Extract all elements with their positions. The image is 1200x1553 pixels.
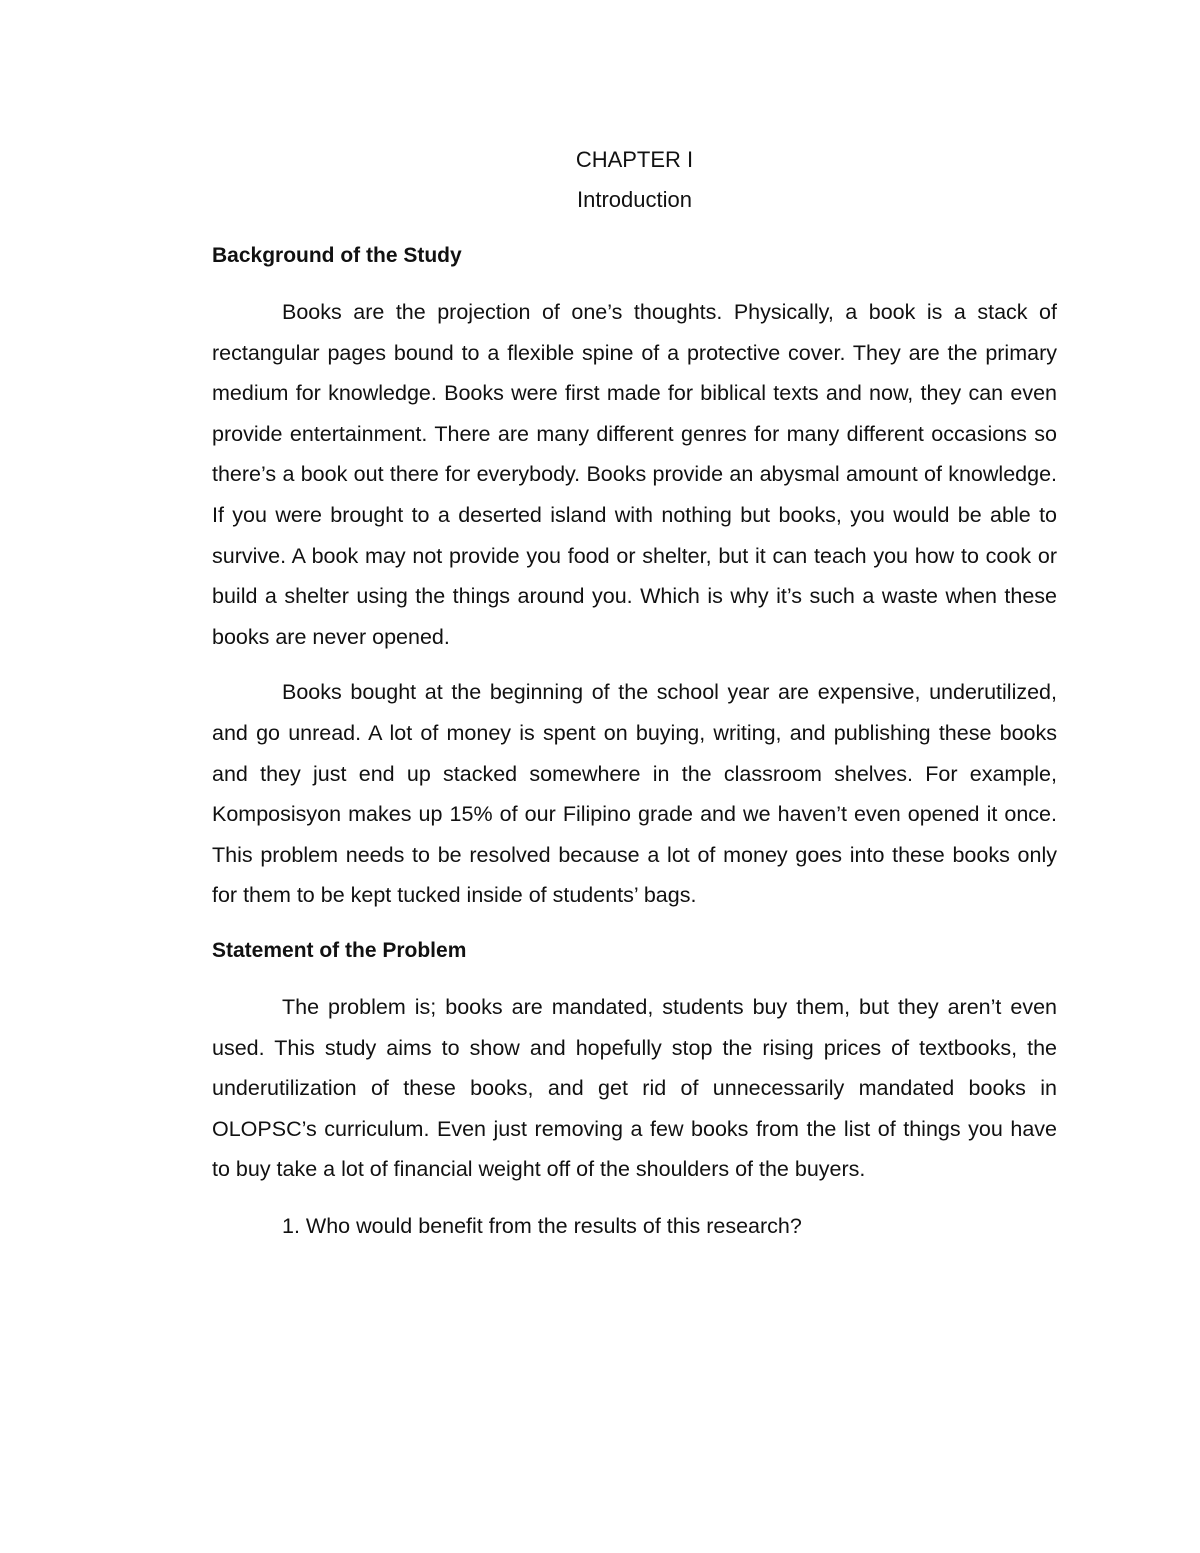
paragraph-background-2: Books bought at the beginning of the school year are expensive, underutilized, and go unread. A lot of money is spent on buying, writing, and publishing these books and they just end up stacked somewhere in the classroom shelves. For example, Komposisyon makes up 15% of our Filipino grade and we haven’t even opened it once. This problem needs to be resolved because a lot of money goes into these books only for them to be kept tucked inside of students’ bags. [212, 680, 1057, 908]
chapter-label: CHAPTER I [575, 147, 694, 172]
research-question-1: 1. Who would benefit from the results of this research? [282, 1213, 802, 1238]
paragraph-problem-1: The problem is; books are mandated, students buy them, but they aren’t even used. This study aims to show and hopefully stop the rising prices of textbooks, the underutilization of these books, and get rid of unnecessarily mandated books in OLOPSC’s curriculum. Even just removing a few books from the list of things you have to buy take a lot of financial weight off of the shoulders of the buyers. [212, 994, 1057, 1182]
chapter-title: Introduction [577, 187, 692, 212]
section-heading-background: Background of the Study [212, 244, 462, 267]
section-heading-problem: Statement of the Problem [212, 938, 467, 962]
document-page [212, 140, 1057, 1246]
paragraph-background-1: Books are the projection of one’s thoughts. Physically, a book is a stack of rectangular pages bound to a flexible spine of a protective cover. They are the primary medium for knowledge. Books were first made for biblical texts and now, they can even provide entertainment. There are many different genres for many different occasions so there’s a book out there for everybody. Books provide an abysmal amount of knowledge. If you were brought to a deserted island with nothing but books, you would be able to survive. A book may not provide you food or shelter, but it can teach you how to cook or build a shelter using the things around you. Which is why it’s such a waste when these books are never opened. [212, 300, 1057, 649]
